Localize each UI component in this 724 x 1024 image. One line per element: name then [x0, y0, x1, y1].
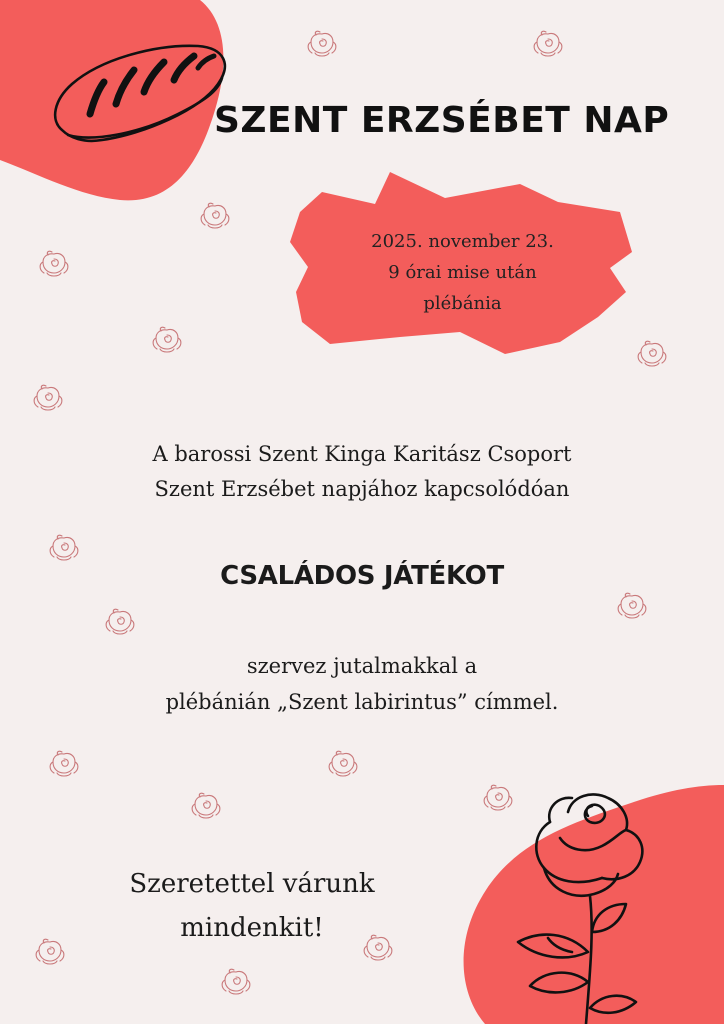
- small-rose-icon: [195, 198, 235, 234]
- small-rose-icon: [44, 746, 84, 782]
- closing-line-1: Szeretettel várunk: [129, 869, 375, 899]
- invite-text: [62, 648, 662, 720]
- event-date: 2025. november 23.: [371, 231, 554, 252]
- closing-text: [82, 862, 422, 950]
- small-rose-icon: [100, 604, 140, 640]
- small-rose-icon: [478, 780, 518, 816]
- event-time: 9 órai mise után: [388, 262, 537, 283]
- invite-line-1: szervez jutalmakkal a: [246, 654, 478, 678]
- small-rose-icon: [34, 246, 74, 282]
- bread-icon: [48, 38, 230, 150]
- small-rose-icon: [323, 746, 363, 782]
- small-rose-icon: [28, 380, 68, 416]
- invite-line-2: plébánián „Szent labirintus” címmel.: [165, 690, 559, 714]
- closing-line-2: mindenkit!: [180, 913, 324, 943]
- small-rose-icon: [186, 788, 226, 824]
- small-rose-icon: [147, 322, 187, 358]
- event-place: plébánia: [423, 293, 502, 314]
- small-rose-icon: [612, 588, 652, 624]
- small-rose-icon: [528, 26, 568, 62]
- event-details: [330, 226, 595, 319]
- intro-line-2: Szent Erzsébet napjához kapcsolódóan: [154, 477, 570, 501]
- small-rose-icon: [30, 934, 70, 970]
- small-rose-icon: [632, 336, 672, 372]
- small-rose-icon: [302, 26, 342, 62]
- rose-icon: [490, 782, 670, 1024]
- highlight-heading: CSALÁDOS JÁTÉKOT: [220, 561, 504, 591]
- small-rose-icon: [216, 964, 256, 1000]
- intro-text: [62, 437, 662, 507]
- intro-line-1: A barossi Szent Kinga Karitász Csoport: [152, 442, 572, 466]
- page-title: SZENT ERZSÉBET NAP: [214, 100, 670, 141]
